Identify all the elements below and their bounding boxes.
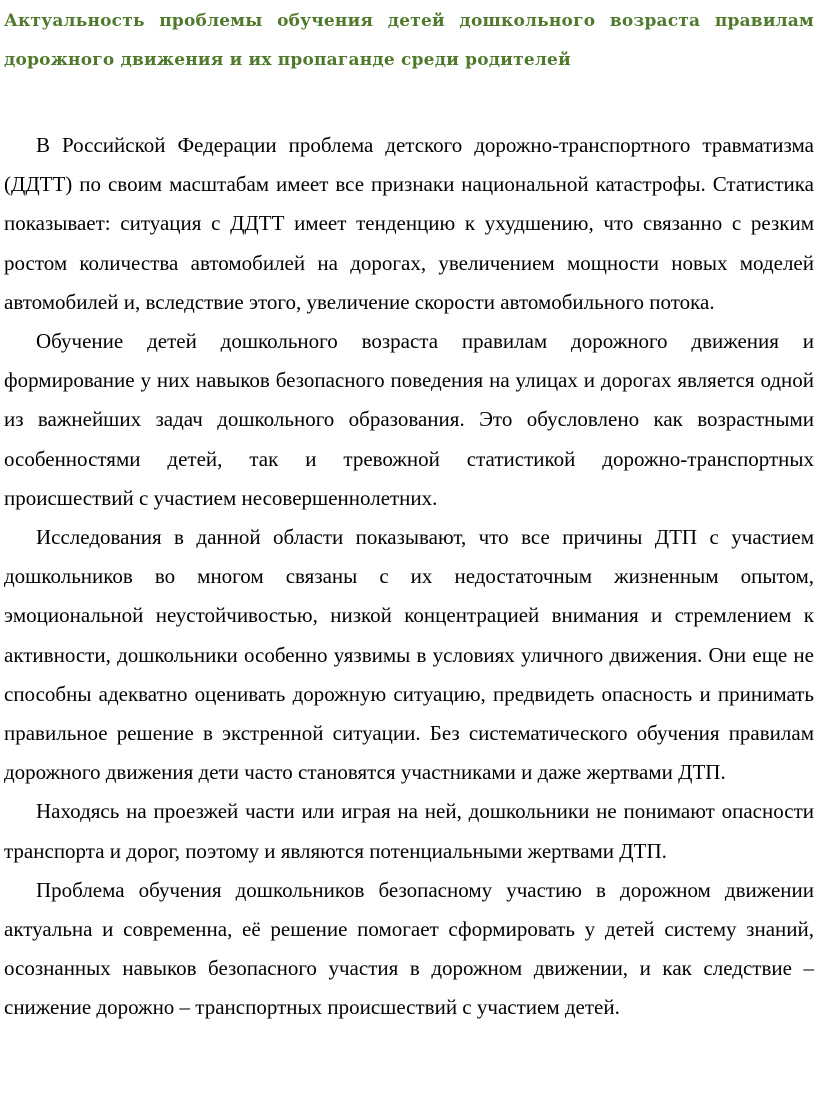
- paragraph-4: Находясь на проезжей части или играя на ней, дошкольники не понимают опасности транспорта и дорог, поэтому и являются потенциальными жертвами ДТП.: [4, 799, 814, 863]
- document-title: [4, 2, 814, 80]
- paragraph-2: Обучение детей дошкольного возраста правилам дорожного движения и формирование у них навыков безопасного поведения на улицах и дорогах является одной из важнейших задач дошкольного образования. Это обусловлено как возрастными особенностями детей, так и тревожной статистикой дорожно-транспортных происшествий с участием несовершеннолетних.: [4, 329, 814, 510]
- document-body: [4, 126, 814, 1028]
- paragraph-1: В Российской Федерации проблема детского дорожно-транспортного травматизма (ДДТТ) по своим масштабам имеет все признаки национальной катастрофы. Статистика показывает: ситуация с ДДТТ имеет тенденцию к ухудшению, что связанно с резким ростом количества автомобилей на дорогах, увеличением мощности новых моделей автомобилей и, вследствие этого, увеличение скорости автомобильного потока.: [4, 133, 814, 314]
- title-line-2: дорожного движения и их пропаганде среди родителей: [4, 50, 571, 70]
- paragraph-3: Исследования в данной области показывают, что все причины ДТП с участием дошкольников во многом связаны с их недостаточным жизненным опытом, эмоциональной неустойчивостью, низкой концентрацией внимания и стремлением к активности, дошкольники особенно уязвимы в условиях уличного движения. Они еще не способны адекватно оценивать дорожную ситуацию, предвидеть опасность и принимать правильное решение в экстренной ситуации. Без систематического обучения правилам дорожного движения дети часто становятся участниками и даже жертвами ДТП.: [4, 525, 814, 785]
- paragraph-5: Проблема обучения дошкольников безопасному участию в дорожном движении актуальна и современна, её решение помогает сформировать у детей систему знаний, осознанных навыков безопасного участия в дорожном движении, и как следствие – снижение дорожно – транспортных происшествий с участием детей.: [4, 877, 814, 1020]
- title-line-1: Актуальность проблемы обучения детей дошкольного возраста правилам: [4, 11, 814, 31]
